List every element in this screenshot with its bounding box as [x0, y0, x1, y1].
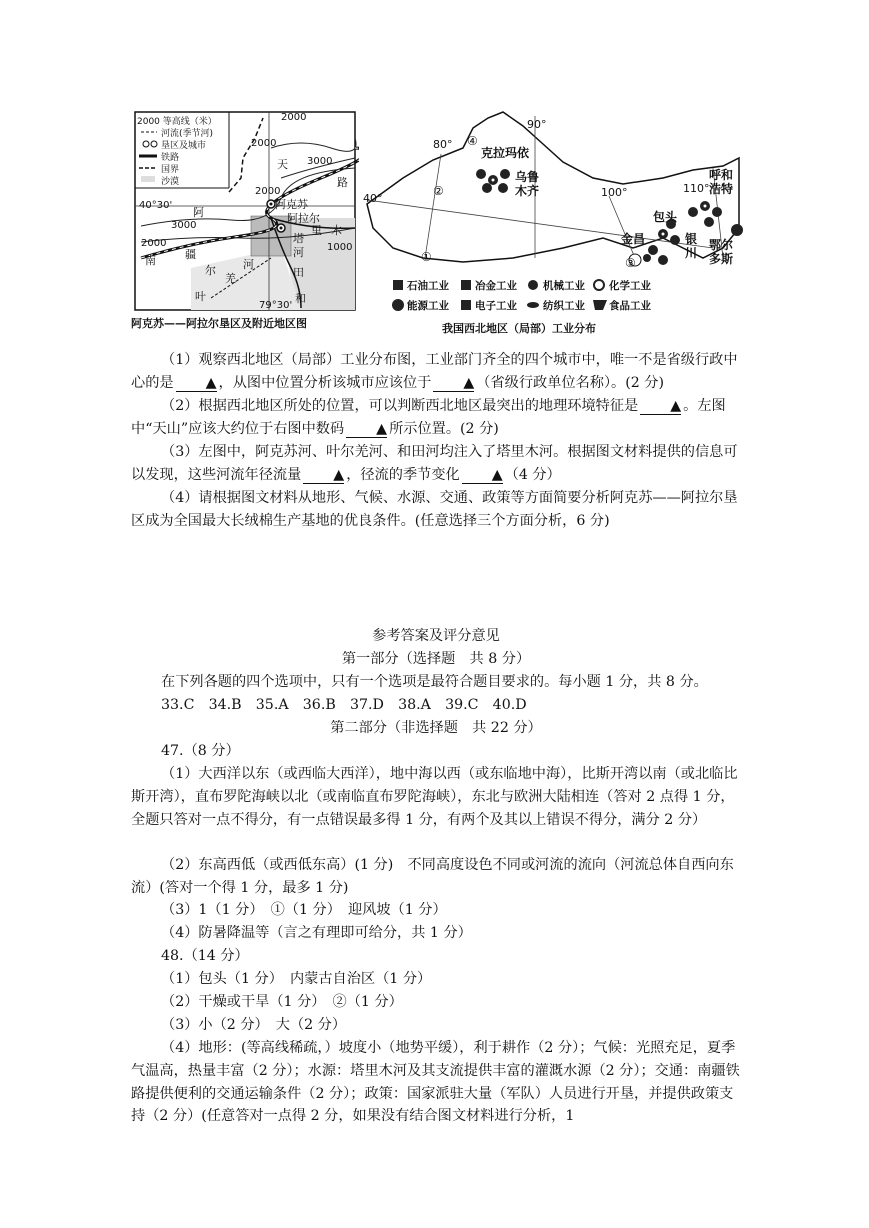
q1-text-mid: ，从图中位置分析该城市应该位于 — [218, 374, 432, 391]
city-label-alaer: 阿拉尔 — [287, 212, 320, 225]
map-label: 河 — [243, 258, 254, 271]
marker-4: ④ — [467, 134, 478, 148]
map-label: 木 — [331, 224, 342, 237]
answer-blank[interactable]: ▲ — [346, 421, 387, 438]
city-yinchuan: 银 川 — [685, 232, 698, 260]
contour-label: 3000 — [307, 156, 333, 167]
contour-label: 2000 — [255, 186, 281, 197]
q2-text: （2）根据西北地区所处的位置，可以判断西北地区最突出的地理环境特征是 — [161, 398, 639, 414]
legend-machinery: 机械工业 — [543, 280, 585, 292]
contour-label: 2000 — [281, 112, 307, 123]
city-eerduosi: 鄂尔 多斯 — [709, 238, 734, 266]
contour-label: 2000 — [251, 138, 277, 149]
map-label: 里 — [311, 224, 322, 237]
q47-3: （3）1（1 分） ①（1 分） 迎风坡（1 分） — [161, 902, 447, 918]
question-3 — [131, 441, 741, 487]
grid-label-100: 100° — [601, 186, 628, 199]
legend-river: 河流(季节河) — [161, 129, 214, 139]
map-label: 路 — [337, 176, 348, 189]
answer-blank[interactable]: ▲ — [176, 375, 217, 392]
legend-chemical: 化学工业 — [609, 280, 651, 292]
contour-label: 2000 — [141, 238, 167, 249]
question-1 — [131, 349, 741, 395]
legend-contour: 2000 等高线（米） — [137, 117, 217, 127]
map-label: 塔 — [293, 232, 304, 245]
q48-1: （1）包头（1 分） 内蒙古自治区（1 分） — [161, 971, 432, 987]
q48-2: （2）干燥或干旱（1 分） ②（1 分） — [161, 994, 403, 1010]
legend-desert: 沙漠 — [161, 177, 180, 187]
legend-border: 国界 — [161, 165, 180, 175]
q2-text-mid: 。左图中“天山”应该大约位于右图中数码 — [131, 398, 726, 437]
right-map-caption: 我国西北地区（局部）工业分布 — [442, 322, 596, 335]
map-label: 田 — [293, 266, 304, 279]
legend-textile: 纺织工业 — [543, 300, 585, 312]
q2-text-end: 所示位置。(2 分) — [389, 420, 499, 437]
left-map-caption: 阿克苏——阿拉尔垦区及附近地区图 — [131, 317, 307, 330]
left-map — [131, 108, 359, 314]
marker-3: ③ — [625, 256, 636, 270]
map-label: 叶 — [195, 290, 206, 303]
answer-blank[interactable]: ▲ — [640, 398, 681, 415]
marker-1: ① — [421, 250, 432, 264]
map-label: 疆 — [185, 248, 196, 261]
question-2 — [131, 395, 741, 441]
q3-text-mid: ，径流的季节变化 — [346, 466, 460, 483]
legend-electronics: 电子工业 — [475, 300, 517, 312]
q48-4: （4）地形：(等高线稀疏，）坡度小（地势平缓），利于耕作（2 分）；气候：光照充足，夏季气温高，热量丰富（2 分）；水源：塔里木河及其支流提供丰富的灌溉水源（2 分）；交通：南疆铁路提供便利的交通运输条件（2 分）；政策：国家派驻大量（军队）人员进行开垦，并提供政策支持（2 分）(任意答对一点得 2 分，如果没有结合图文材料进行分析，1 — [131, 1040, 740, 1125]
grid-label-90: 90° — [527, 118, 547, 131]
right-map — [363, 108, 743, 320]
contour-label: 1000 — [327, 242, 353, 253]
map-label: 天 — [277, 158, 288, 171]
map-label: 南 — [145, 254, 156, 267]
longitude-label: 79°30' — [259, 300, 293, 311]
legend-metallurgy: 冶金工业 — [475, 280, 517, 292]
map-label: 尔 — [205, 264, 216, 277]
q48-3: （3）小（2 分） 大（2 分） — [161, 1017, 347, 1033]
q47-1: （1）大西洋以东（或西临大西洋），地中海以西（或东临地中海），比斯开湾以南（或北临比斯开湾），直布罗陀海峡以北（或南临直布罗陀海峡），东北与欧洲大陆相连（答对 2 点得 1 分，全题只答对一点不得分，有一点错误最多得 1 分，有两个及其以上错误不得分，满分 2 分） — [131, 766, 738, 828]
q47-heading: 47.（8 分） — [161, 743, 240, 759]
legend-railway: 铁路 — [161, 153, 180, 163]
contour-label: 3000 — [171, 220, 197, 231]
q48-heading: 48.（14 分） — [161, 948, 249, 964]
answer-blank[interactable]: ▲ — [462, 467, 503, 484]
map-label: 阿 — [193, 206, 204, 219]
part2-heading: 第二部分（非选择题 共 22 分） — [330, 720, 542, 736]
legend-city: 垦区及城市 — [161, 141, 207, 151]
q47-2: （2）东高西低（或西低东高）(1 分) 不同高度设色不同或河流的流向（河流总体自西向东流）(答对一个得 1 分，最多 1 分) — [131, 857, 734, 896]
answers-title: 参考答案及评分意见 — [372, 628, 500, 644]
grid-label-80: 80° — [433, 138, 453, 151]
answer-blank[interactable]: ▲ — [303, 467, 344, 484]
city-baotou: 包头 — [653, 210, 678, 224]
grid-label-110: 110° — [683, 182, 710, 195]
answer-blank[interactable]: ▲ — [433, 375, 474, 392]
q3-text-end: （4 分） — [504, 466, 561, 483]
city-label-akesu: 阿克苏 — [275, 198, 308, 211]
marker-2: ② — [433, 184, 444, 198]
q47-4: （4）防暑降温等（言之有理即可给分，共 1 分） — [161, 925, 472, 941]
q1-text-end: （省级行政单位名称）。(2 分) — [476, 374, 665, 391]
city-wulumuqi: 乌鲁 木齐 — [515, 170, 540, 198]
q3-text: （3）左图中，阿克苏河、叶尔羌河、和田河均注入了塔里木河。根据图文材料提供的信息可以发现，这些河流年径流量 — [131, 444, 738, 483]
map-label: 河 — [293, 246, 304, 259]
part1-heading: 第一部分（选择题 共 8 分） — [341, 651, 531, 667]
part1-intro: 在下列各题的四个选项中，只有一个选项是最符合题目要求的。每小题 1 分，共 8 分。 — [161, 674, 708, 690]
city-kelamayi: 克拉玛依 — [481, 146, 530, 160]
legend-energy: 能源工业 — [407, 300, 449, 312]
city-jinchang: 金昌 — [621, 232, 646, 246]
grid-label-40: 40° — [363, 192, 383, 205]
legend-petroleum: 石油工业 — [407, 280, 449, 292]
part1-answers: 33.C 34.B 35.A 36.B 37.D 38.A 39.C 40.D — [161, 697, 527, 713]
legend-food: 食品工业 — [609, 300, 651, 312]
map-label: 羌 — [225, 272, 236, 285]
city-huhehaote: 呼和 浩特 — [709, 168, 734, 196]
latitude-label: 40°30' — [139, 200, 173, 211]
q1-text: （1）观察西北地区（局部）工业分布图，工业部门齐全的四个城市中，唯一不是省级行政中心的是 — [131, 352, 738, 391]
map-label: 和 — [295, 292, 306, 305]
question-4: （4）请根据图文材料从地形、气候、水源、交通、政策等方面简要分析阿克苏——阿拉尔垦区成为全国最大长绒棉生产基地的优良条件。(任意选择三个方面分析，6 分) — [131, 490, 738, 529]
